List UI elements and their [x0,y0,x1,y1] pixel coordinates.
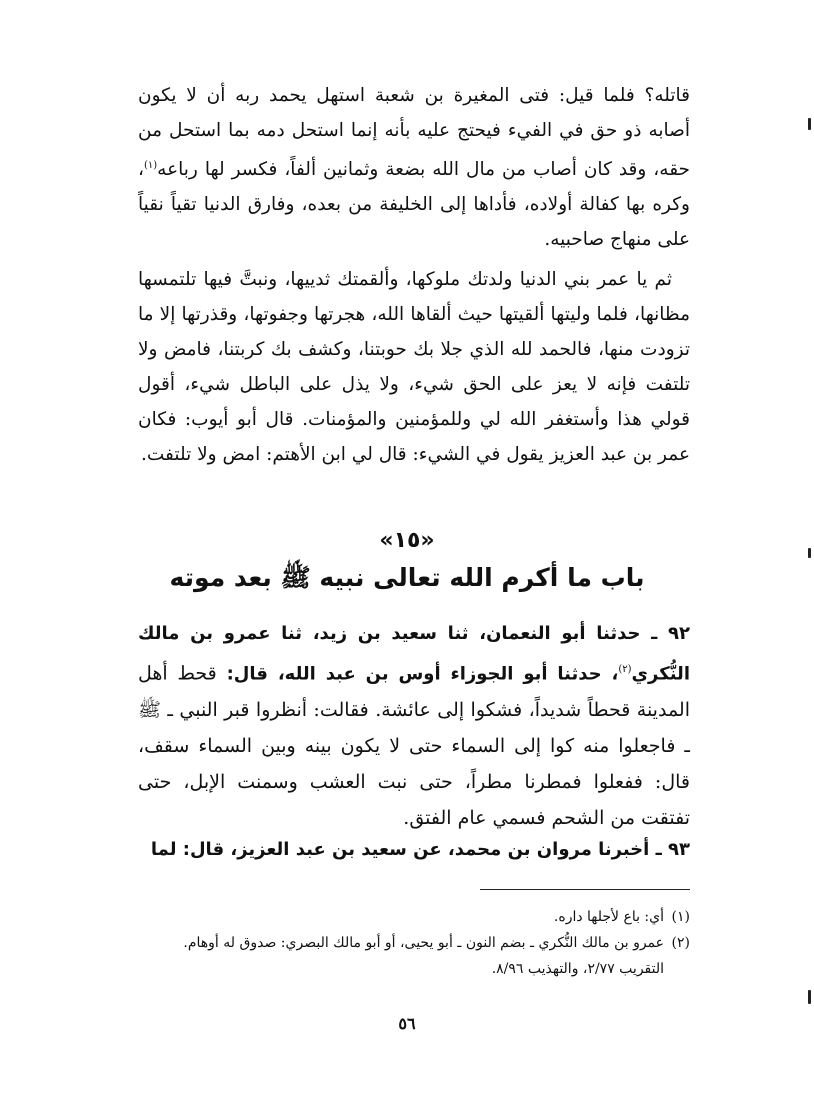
paragraph-text: قاتله؟ فلما قيل: فتى المغيرة بن شعبة استهل يحمد ربه أن لا يكون أصابه ذو حق في الفيء فيحتج عليه بأنه إنما استحل دمه بما استحل من حقه، وقد كان أصاب من مال الله بضعة وثمانين ألفاً، فكسر لها رباعه [138,85,690,181]
scan-edge-mark-top [808,118,811,130]
footnote-text: أي: باع لأجلها داره. [553,909,664,925]
footnote-text: عمرو بن مالك النُّكري ـ بضم النون ـ أبو يحيى، أو أبو مالك البصري: صدوق له أوهام. [183,935,664,951]
scan-edge-mark-bottom [808,990,811,1004]
footnote-2-continued: التقريب ٢/٧٧، والتهذيب ٨/٩٦. [491,961,664,977]
hadith-92-chain-end: ، حدثنا أبو الجوزاء أوس بن عبد الله، قال: [216,663,619,685]
footnote-divider [480,889,690,890]
footnote-ref-2[interactable]: (٢) [618,664,632,675]
paragraph-continued [138,78,690,257]
chapter-number: «١٥» [379,528,435,553]
chapter-title: باب ما أكرم الله تعالى نبيه ﷺ بعد موته [169,563,645,592]
footnote-ref-1[interactable]: (١) [143,160,158,171]
hadith-92-chain: ٩٢ ـ حدثنا أبو النعمان، ثنا سعيد بن زيد، ثنا عمرو بن مالك النُّكري [138,623,690,685]
footnote-2 [138,930,690,956]
footnote-number: (١) [671,909,690,925]
footnotes [138,904,690,982]
paragraph-text: ثم يا عمر بني الدنيا ولدتك ملوكها، وألقمتك ثدييها، ونبتَّ فيها تلتمسها مظانها، فلما وليتها ألقيتها حيث ألقاها الله، هجرتها وجفوتها، وقذرتها إلا ما تزودت منها، فالحمد لله الذي جلا بك حوبتنا، وكشف بك كربتنا، فامض ولا تلتفت فإنه لا يعز على الحق شيء، ولا يذل على الباطل شيء، أقول قولي هذا وأستغفر الله لي وللمؤمنين والمؤمنات. قال أبو أيوب: فكان عمر بن عبد العزيز يقول في الشيء: قال لي ابن الأهتم: امض ولا تلتفت. [138,269,690,465]
paragraph-second [138,262,690,472]
hadith-92-body: قحط أهل المدينة قحطاً شديداً، فشكوا إلى عائشة. فقالت: أنظروا قبر النبي ـ ﷺ ـ فاجعلوا منه كوا إلى السماء حتى لا يكون بينه وبين السماء سقف، قال: ففعلوا فمطرنا مطراً، حتى نبت العشب وسمنت الإبل، حتى تفتقت من الشحم فسمي عام الفتق. [138,662,690,830]
page-number: ٥٦ [398,1014,416,1033]
hadith-93: ٩٣ ـ أخبرنا مروان بن محمد، عن سعيد بن عبد العزيز، قال: لما [150,839,690,860]
footnote-number: (٢) [671,935,690,951]
hadith-92 [138,615,690,836]
paragraph-text-end: ، وكره بها كفالة أولاده، فأداها إلى الخليفة من بعده، وفارق الدنيا تقياً نقياً على منهاج صاحبيه. [138,159,690,251]
footnote-1 [138,904,690,930]
